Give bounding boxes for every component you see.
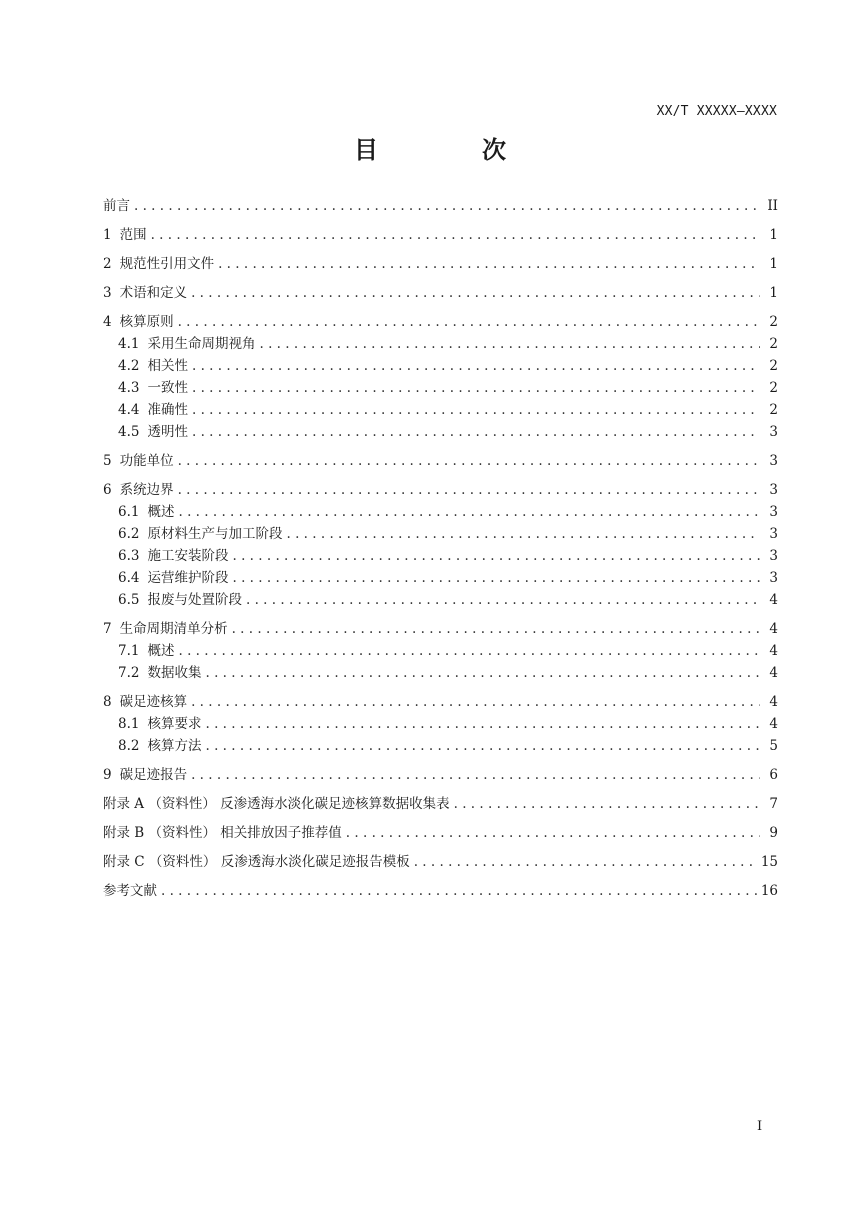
toc-dot-leader: [178, 450, 760, 472]
toc-entry-number: 4.1: [118, 336, 140, 352]
toc-dot-leader: [414, 851, 757, 873]
toc-dot-leader: [178, 311, 760, 333]
toc-entry-number: 8.1: [118, 716, 140, 732]
toc-entry[interactable]: [103, 253, 778, 275]
toc-entry[interactable]: [103, 501, 778, 523]
toc-dot-leader: [218, 253, 760, 275]
toc-dot-leader: [286, 523, 760, 545]
toc-entry-page: 5: [769, 738, 778, 754]
toc-entry-label: 数据收集: [147, 665, 202, 681]
toc-entry-number: 4.5: [118, 424, 140, 440]
toc-entry-number: 8: [103, 694, 112, 710]
toc-entry[interactable]: [103, 567, 778, 589]
toc-entry-page: 4: [769, 643, 778, 659]
toc-entry-page: 16: [760, 883, 778, 899]
page-title: 目 次: [354, 136, 546, 164]
toc-entry-label: 原材料生产与加工阶段: [147, 526, 283, 542]
toc-dot-leader: [191, 764, 760, 786]
toc-dot-leader: [205, 735, 760, 757]
toc-dot-leader: [205, 662, 760, 684]
toc-entry-page: 6: [769, 767, 778, 783]
toc-entry-page: 7: [769, 796, 778, 812]
toc-entry-page: 3: [769, 482, 778, 498]
toc-entry-number: 4.2: [118, 358, 140, 374]
toc-entry-label: 相关性: [147, 358, 188, 374]
toc-entry-number: 6.4: [118, 570, 140, 586]
toc-entry-label: 运营维护阶段: [147, 570, 229, 586]
toc-dot-leader: [151, 224, 760, 246]
toc-entry[interactable]: [103, 399, 778, 421]
toc-entry-label: 核算要求: [147, 716, 202, 732]
toc-entry-label: 附录 C （资料性） 反渗透海水淡化碳足迹报告模板: [103, 854, 410, 870]
toc-entry[interactable]: [103, 713, 778, 735]
toc-dot-leader: [232, 618, 760, 640]
toc-entry-label: 碳足迹核算: [119, 694, 188, 710]
toc-dot-leader: [192, 421, 760, 443]
page-number: I: [757, 1119, 763, 1134]
toc-entry-label: 范围: [119, 227, 147, 243]
toc-entry-label: 报废与处置阶段: [147, 592, 242, 608]
toc-entry-number: 7.1: [118, 643, 140, 659]
toc-dot-leader: [161, 880, 757, 902]
toc-entry-page: 1: [769, 256, 778, 272]
toc-entry-page: 3: [769, 453, 778, 469]
toc-entry-page: 15: [760, 854, 778, 870]
toc-entry[interactable]: [103, 640, 778, 662]
toc-dot-leader: [454, 793, 760, 815]
toc-entry[interactable]: [103, 421, 778, 443]
toc-entry-page: 2: [769, 402, 778, 418]
toc-dot-leader: [178, 479, 760, 501]
toc-entry-label: 附录 B （资料性） 相关排放因子推荐值: [103, 825, 342, 841]
toc-dot-leader: [192, 399, 760, 421]
toc-dot-leader: [232, 567, 760, 589]
toc-dot-leader: [192, 355, 760, 377]
toc-entry-number: 6.1: [118, 504, 140, 520]
toc-entry[interactable]: [103, 793, 778, 815]
toc-entry[interactable]: [103, 735, 778, 757]
toc-entry[interactable]: [103, 851, 778, 873]
toc-entry-page: 2: [769, 336, 778, 352]
toc-dot-leader: [192, 377, 760, 399]
toc-dot-leader: [191, 691, 760, 713]
toc-entry-label: 核算原则: [119, 314, 174, 330]
toc-entry-page: 1: [769, 285, 778, 301]
toc-entry[interactable]: [103, 523, 778, 545]
toc-entry-page: 2: [769, 358, 778, 374]
toc-entry[interactable]: [103, 195, 778, 217]
toc-entry-number: 4.4: [118, 402, 140, 418]
toc-dot-leader: [259, 333, 760, 355]
toc-dot-leader: [191, 282, 760, 304]
toc-entry-label: 功能单位: [119, 453, 174, 469]
toc-dot-leader: [346, 822, 760, 844]
toc-entry[interactable]: [103, 333, 778, 355]
toc-entry-label: 准确性: [147, 402, 188, 418]
toc-entry[interactable]: [103, 355, 778, 377]
table-of-contents: [103, 195, 778, 902]
toc-entry-page: 3: [769, 548, 778, 564]
toc-entry-number: 8.2: [118, 738, 140, 754]
toc-entry[interactable]: [103, 377, 778, 399]
toc-entry-label: 术语和定义: [119, 285, 188, 301]
toc-entry-page: 2: [769, 380, 778, 396]
toc-entry-number: 6: [103, 482, 112, 498]
toc-entry-page: 9: [769, 825, 778, 841]
toc-entry-label: 系统边界: [119, 482, 174, 498]
toc-entry-number: 2: [103, 256, 112, 272]
toc-entry-label: 核算方法: [147, 738, 202, 754]
toc-dot-leader: [178, 640, 760, 662]
toc-entry[interactable]: [103, 282, 778, 304]
toc-entry-label: 概述: [147, 504, 175, 520]
toc-entry[interactable]: [103, 880, 778, 902]
toc-dot-leader: [205, 713, 760, 735]
toc-entry-page: 4: [769, 716, 778, 732]
toc-entry-number: 1: [103, 227, 112, 243]
toc-entry-page: 3: [769, 570, 778, 586]
toc-entry-label: 生命周期清单分析: [119, 621, 228, 637]
toc-entry-number: 7.2: [118, 665, 140, 681]
toc-entry[interactable]: [103, 450, 778, 472]
toc-entry[interactable]: [103, 822, 778, 844]
toc-entry-page: 3: [769, 424, 778, 440]
toc-entry[interactable]: [103, 224, 778, 246]
toc-entry-page: 2: [769, 314, 778, 330]
toc-entry-number: 6.2: [118, 526, 140, 542]
toc-entry-page: II: [767, 198, 778, 214]
toc-entry-label: 透明性: [147, 424, 188, 440]
toc-entry-label: 概述: [147, 643, 175, 659]
toc-entry-number: 6.3: [118, 548, 140, 564]
toc-dot-leader: [232, 545, 760, 567]
toc-entry-label: 一致性: [147, 380, 188, 396]
toc-entry-number: 6.5: [118, 592, 140, 608]
toc-entry-page: 4: [769, 665, 778, 681]
toc-entry[interactable]: [103, 479, 778, 501]
toc-entry-number: 3: [103, 285, 112, 301]
toc-entry[interactable]: [103, 589, 778, 611]
toc-entry-page: 3: [769, 526, 778, 542]
toc-entry-label: 施工安装阶段: [147, 548, 229, 564]
toc-entry-number: 7: [103, 621, 112, 637]
toc-entry-page: 1: [769, 227, 778, 243]
toc-dot-leader: [134, 195, 760, 217]
toc-entry-page: 4: [769, 592, 778, 608]
toc-entry[interactable]: [103, 764, 778, 786]
toc-entry-label: 参考文献: [103, 883, 157, 899]
toc-entry-number: 5: [103, 453, 112, 469]
toc-dot-leader: [178, 501, 760, 523]
toc-entry-label: 前言: [103, 198, 130, 214]
toc-entry-number: 9: [103, 767, 112, 783]
toc-entry-label: 碳足迹报告: [119, 767, 188, 783]
toc-entry[interactable]: [103, 618, 778, 640]
toc-entry[interactable]: [103, 545, 778, 567]
toc-entry-number: 4.3: [118, 380, 140, 396]
toc-entry-page: 4: [769, 621, 778, 637]
toc-entry-page: 3: [769, 504, 778, 520]
toc-entry-page: 4: [769, 694, 778, 710]
toc-entry-label: 采用生命周期视角: [147, 336, 256, 352]
toc-dot-leader: [246, 589, 760, 611]
toc-entry-label: 附录 A （资料性） 反渗透海水淡化碳足迹核算数据收集表: [103, 796, 450, 812]
toc-entry[interactable]: [103, 691, 778, 713]
toc-entry[interactable]: [103, 311, 778, 333]
toc-entry[interactable]: [103, 662, 778, 684]
toc-entry-label: 规范性引用文件: [119, 256, 215, 272]
toc-entry-number: 4: [103, 314, 112, 330]
standard-code: XX/T XXXXX—XXXX: [656, 104, 777, 119]
